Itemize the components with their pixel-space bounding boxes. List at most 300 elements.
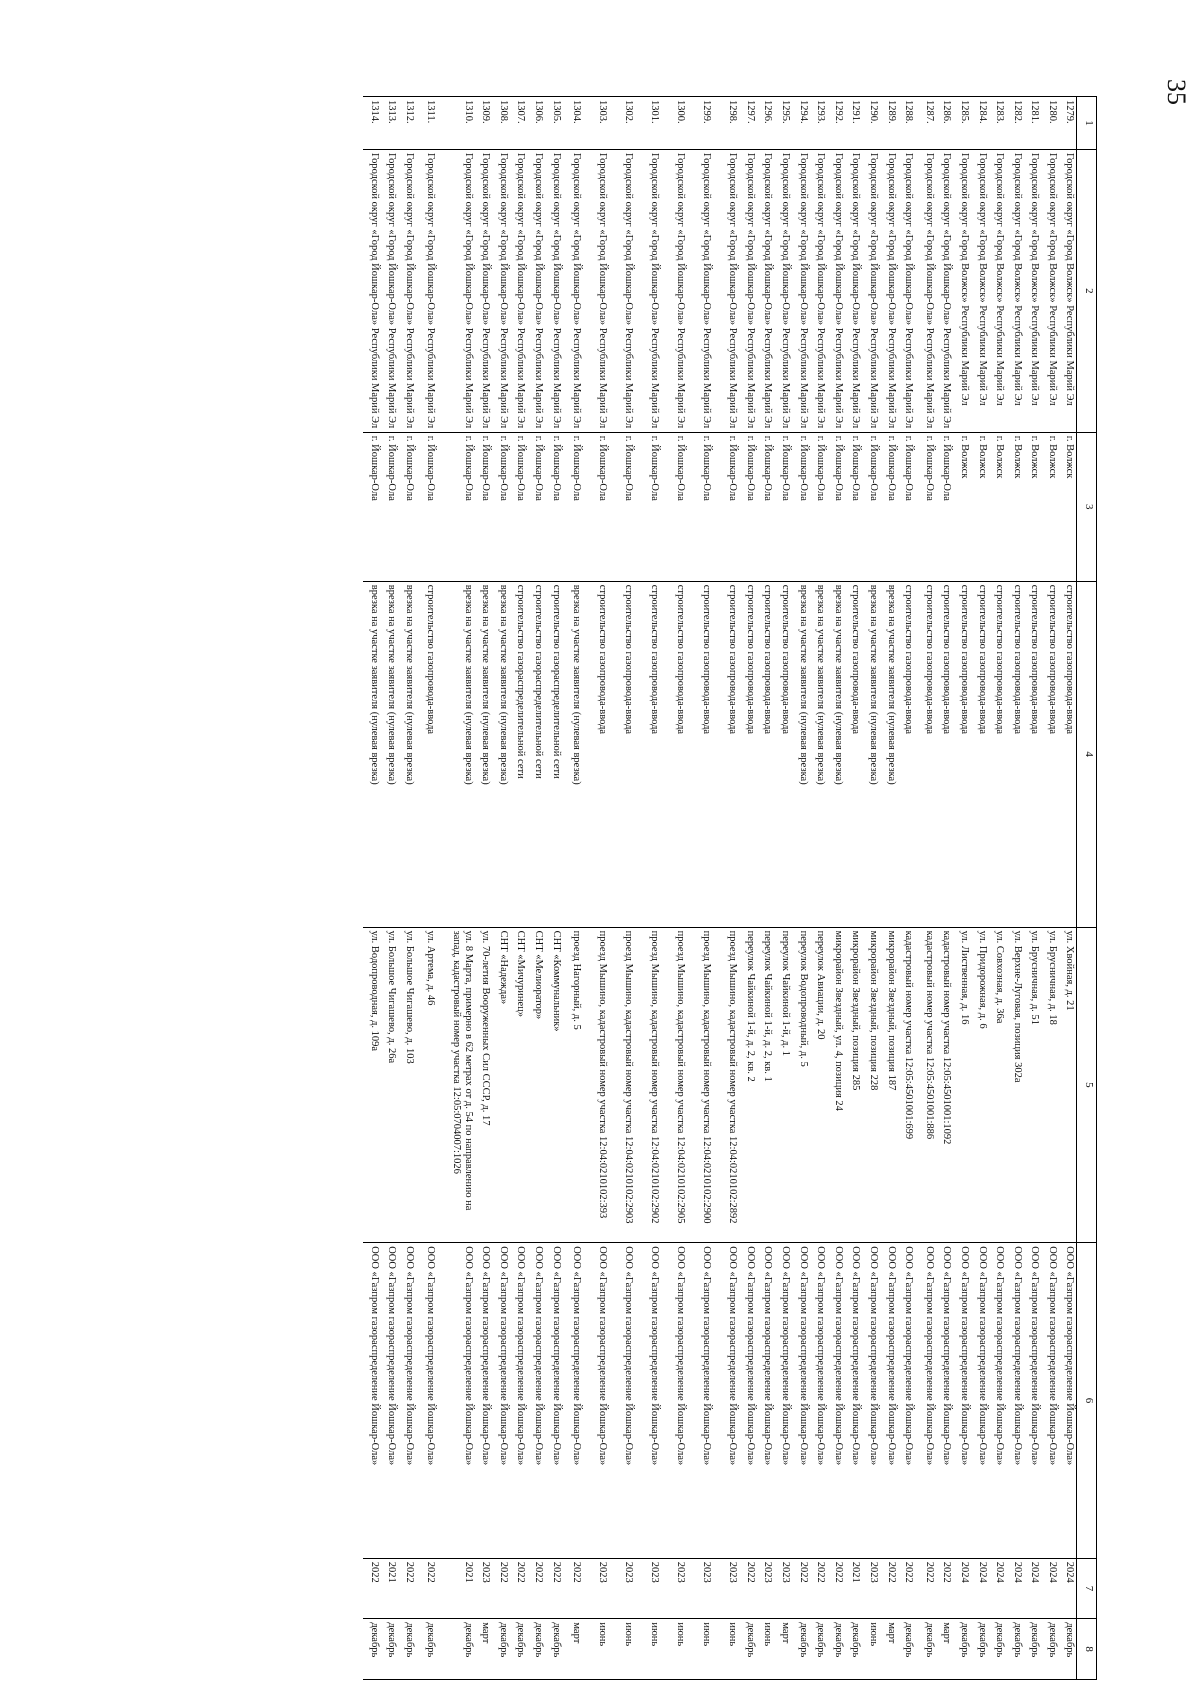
year-cell: 2022 <box>527 1558 545 1619</box>
month-cell: июнь <box>687 1619 713 1680</box>
row-number: 1311. <box>416 97 437 150</box>
municipality-cell: Городской округ «Город Йошкар-Ола» Республики Марий Эл <box>437 150 475 433</box>
settlement-cell: г. Йошкар-Ола <box>510 432 528 581</box>
settlement-cell: г. Йошкар-Ола <box>757 432 775 581</box>
address-cell: ул. Артема, д. 46 <box>416 927 437 1243</box>
organization-cell: ООО «Газпром газораспределение Йошкар-Ола» <box>936 1243 954 1559</box>
address-cell: проезд Мышино, кадастровый номер участка 12:04:0210102:2905 <box>661 927 687 1243</box>
month-cell: декабрь <box>398 1619 416 1680</box>
municipality-cell: Городской округ «Город Йошкар-Ола» Республики Марий Эл <box>880 150 898 433</box>
organization-cell: ООО «Газпром газораспределение Йошкар-Ола» <box>381 1243 399 1559</box>
year-cell: 2021 <box>381 1558 399 1619</box>
row-number: 1279. <box>1059 97 1077 150</box>
address-cell: ул. Совхозная, д. 36а <box>989 927 1007 1243</box>
table-row <box>527 97 545 1680</box>
table-row <box>563 97 584 1680</box>
work-type-cell: строительство газопровода-ввода <box>1041 581 1059 927</box>
organization-cell: ООО «Газпром газораспределение Йошкар-Ола» <box>971 1243 989 1559</box>
row-number: 1292. <box>827 97 845 150</box>
address-cell: переулок Чайкиной 1-й, д. 1 <box>774 927 792 1243</box>
year-cell: 2023 <box>635 1558 661 1619</box>
organization-cell: ООО «Газпром газораспределение Йошкар-Ола» <box>437 1243 475 1559</box>
work-type-cell: врезка на участке заявителя (нулевая врезка) <box>792 581 810 927</box>
municipality-cell: Городской округ «Город Волжск» Республики Марий Эл <box>1041 150 1059 433</box>
month-cell: декабрь <box>845 1619 863 1680</box>
row-number: 1298. <box>713 97 739 150</box>
work-type-cell: строительство газопровода-ввода <box>915 581 936 927</box>
month-cell: март <box>774 1619 792 1680</box>
year-cell: 2024 <box>989 1558 1007 1619</box>
month-cell: март <box>880 1619 898 1680</box>
organization-cell: ООО «Газпром газораспределение Йошкар-Ола» <box>416 1243 437 1559</box>
table-row <box>774 97 792 1680</box>
address-cell: микрорайон Звездный, позиция 228 <box>862 927 880 1243</box>
organization-cell: ООО «Газпром газораспределение Йошкар-Ола» <box>739 1243 757 1559</box>
organization-cell: ООО «Газпром газораспределение Йошкар-Ола» <box>862 1243 880 1559</box>
work-type-cell: строительство газопровода-ввода <box>739 581 757 927</box>
row-number: 1283. <box>989 97 1007 150</box>
organization-cell: ООО «Газпром газораспределение Йошкар-Ола» <box>609 1243 635 1559</box>
address-cell: ул. Брусничная, д. 51 <box>1024 927 1042 1243</box>
settlement-cell: г. Йошкар-Ола <box>898 432 916 581</box>
year-cell: 2023 <box>475 1558 493 1619</box>
organization-cell: ООО «Газпром газораспределение Йошкар-Ола» <box>475 1243 493 1559</box>
month-cell: март <box>936 1619 954 1680</box>
settlement-cell: г. Йошкар-Ола <box>563 432 584 581</box>
row-number: 1302. <box>609 97 635 150</box>
municipality-cell: Городской округ «Город Йошкар-Ола» Республики Марий Эл <box>416 150 437 433</box>
month-cell: декабрь <box>492 1619 510 1680</box>
month-cell: декабрь <box>971 1619 989 1680</box>
work-type-cell: строительство газопровода-ввода <box>1024 581 1042 927</box>
municipality-cell: Городской округ «Город Йошкар-Ола» Республики Марий Эл <box>915 150 936 433</box>
month-cell: декабрь <box>898 1619 916 1680</box>
municipality-cell: Городской округ «Город Йошкар-Ола» Республики Марий Эл <box>545 150 563 433</box>
organization-cell: ООО «Газпром газораспределение Йошкар-Ола» <box>363 1243 381 1559</box>
row-number: 1281. <box>1024 97 1042 150</box>
work-type-cell: врезка на участке заявителя (нулевая врезка) <box>381 581 399 927</box>
work-type-cell: строительство газопровода-ввода <box>416 581 437 927</box>
table-row <box>687 97 713 1680</box>
work-type-cell: врезка на участке заявителя (нулевая врезка) <box>827 581 845 927</box>
year-cell: 2022 <box>936 1558 954 1619</box>
row-number: 1286. <box>936 97 954 150</box>
address-cell: СНТ «Мелиоратор» <box>527 927 545 1243</box>
year-cell: 2022 <box>563 1558 584 1619</box>
municipality-cell: Городской округ «Город Йошкар-Ола» Республики Марий Эл <box>792 150 810 433</box>
municipality-cell: Городской округ «Город Йошкар-Ола» Республики Марий Эл <box>609 150 635 433</box>
column-header: 1 <box>1077 97 1097 150</box>
settlement-cell: г. Йошкар-Ола <box>713 432 739 581</box>
row-number: 1299. <box>687 97 713 150</box>
municipality-cell: Городской округ «Город Йошкар-Ола» Республики Марий Эл <box>475 150 493 433</box>
address-cell: переулок Водопроводный, д. 5 <box>792 927 810 1243</box>
organization-cell: ООО «Газпром газораспределение Йошкар-Ола» <box>527 1243 545 1559</box>
address-cell: микрорайон Звездный, позиция 285 <box>845 927 863 1243</box>
municipality-cell: Городской округ «Город Йошкар-Ола» Республики Марий Эл <box>563 150 584 433</box>
address-cell: переулок Чайкиной 1-й, д. 2, кв. 1 <box>757 927 775 1243</box>
work-type-cell: строительство газораспределительной сети <box>510 581 528 927</box>
table-header <box>1077 97 1097 1680</box>
year-cell: 2022 <box>510 1558 528 1619</box>
month-cell: декабрь <box>1006 1619 1024 1680</box>
address-cell: ул. Хвойная, д. 21 <box>1059 927 1077 1243</box>
organization-cell: ООО «Газпром газораспределение Йошкар-Ола» <box>583 1243 609 1559</box>
municipality-cell: Городской округ «Город Йошкар-Ола» Республики Марий Эл <box>774 150 792 433</box>
address-cell: кадастровый номер участка 12:05:4501001:886 <box>915 927 936 1243</box>
municipality-cell: Городской округ «Город Йошкар-Ола» Республики Марий Эл <box>398 150 416 433</box>
settlement-cell: г. Йошкар-Ола <box>827 432 845 581</box>
work-type-cell: врезка на участке заявителя (нулевая врезка) <box>363 581 381 927</box>
address-cell: проезд Мышино, кадастровый номер участка 12:04:0210102:2902 <box>635 927 661 1243</box>
table-row <box>1041 97 1059 1680</box>
work-type-cell: строительство газораспределительной сети <box>545 581 563 927</box>
year-cell: 2022 <box>880 1558 898 1619</box>
organization-cell: ООО «Газпром газораспределение Йошкар-Ола» <box>545 1243 563 1559</box>
row-number: 1282. <box>1006 97 1024 150</box>
month-cell: декабрь <box>1059 1619 1077 1680</box>
month-cell: декабрь <box>1041 1619 1059 1680</box>
settlement-cell: г. Йошкар-Ола <box>845 432 863 581</box>
settlement-cell: г. Йошкар-Ола <box>862 432 880 581</box>
settlement-cell: г. Йошкар-Ола <box>398 432 416 581</box>
year-cell: 2023 <box>583 1558 609 1619</box>
month-cell: декабрь <box>527 1619 545 1680</box>
year-cell: 2022 <box>792 1558 810 1619</box>
settlement-cell: г. Йошкар-Ола <box>381 432 399 581</box>
organization-cell: ООО «Газпром газораспределение Йошкар-Ола» <box>953 1243 971 1559</box>
municipality-cell: Городской округ «Город Йошкар-Ола» Республики Марий Эл <box>510 150 528 433</box>
month-cell: март <box>563 1619 584 1680</box>
table-row <box>1006 97 1024 1680</box>
column-header: 4 <box>1077 581 1097 927</box>
month-cell: июнь <box>713 1619 739 1680</box>
address-cell: микрорайон Звездный, позиция 187 <box>880 927 898 1243</box>
work-type-cell: строительство газопровода-ввода <box>1006 581 1024 927</box>
year-cell: 2024 <box>1041 1558 1059 1619</box>
row-number: 1289. <box>880 97 898 150</box>
organization-cell: ООО «Газпром газораспределение Йошкар-Ола» <box>563 1243 584 1559</box>
settlement-cell: г. Йошкар-Ола <box>739 432 757 581</box>
column-header: 6 <box>1077 1243 1097 1559</box>
municipality-cell: Городской округ «Город Йошкар-Ола» Республики Марий Эл <box>810 150 828 433</box>
work-type-cell: врезка на участке заявителя (нулевая врезка) <box>492 581 510 927</box>
table-row <box>792 97 810 1680</box>
month-cell: декабрь <box>416 1619 437 1680</box>
gas-connection-table <box>363 96 1097 1680</box>
year-cell: 2023 <box>661 1558 687 1619</box>
month-cell: декабрь <box>739 1619 757 1680</box>
municipality-cell: Городской округ «Город Волжск» Республики Марий Эл <box>953 150 971 433</box>
table-row <box>915 97 936 1680</box>
municipality-cell: Городской округ «Город Волжск» Республики Марий Эл <box>1024 150 1042 433</box>
table-row <box>510 97 528 1680</box>
month-cell: декабрь <box>810 1619 828 1680</box>
table-row <box>437 97 475 1680</box>
settlement-cell: г. Йошкар-Ола <box>810 432 828 581</box>
organization-cell: ООО «Газпром газораспределение Йошкар-Ола» <box>1059 1243 1077 1559</box>
column-header: 7 <box>1077 1558 1097 1619</box>
row-number: 1312. <box>398 97 416 150</box>
row-number: 1304. <box>563 97 584 150</box>
table-row <box>880 97 898 1680</box>
row-number: 1307. <box>510 97 528 150</box>
municipality-cell: Городской округ «Город Йошкар-Ола» Республики Марий Эл <box>757 150 775 433</box>
organization-cell: ООО «Газпром газораспределение Йошкар-Ола» <box>635 1243 661 1559</box>
work-type-cell: строительство газопровода-ввода <box>845 581 863 927</box>
month-cell: декабрь <box>381 1619 399 1680</box>
municipality-cell: Городской округ «Город Йошкар-Ола» Республики Марий Эл <box>739 150 757 433</box>
organization-cell: ООО «Газпром газораспределение Йошкар-Ола» <box>661 1243 687 1559</box>
municipality-cell: Городской округ «Город Йошкар-Ола» Республики Марий Эл <box>827 150 845 433</box>
organization-cell: ООО «Газпром газораспределение Йошкар-Ола» <box>792 1243 810 1559</box>
year-cell: 2022 <box>398 1558 416 1619</box>
year-cell: 2023 <box>687 1558 713 1619</box>
month-cell: июнь <box>609 1619 635 1680</box>
address-cell: ул. Верхне-Луговая, позиция 302а <box>1006 927 1024 1243</box>
table-row <box>1024 97 1042 1680</box>
address-cell: проезд Мышино, кадастровый номер участка 12:04:0210102:393 <box>583 927 609 1243</box>
row-number: 1300. <box>661 97 687 150</box>
address-cell: проезд Нагорный, д. 5 <box>563 927 584 1243</box>
address-cell: проезд Мышино, кадастровый номер участка 12:04:0210102:2892 <box>713 927 739 1243</box>
settlement-cell: г. Йошкар-Ола <box>635 432 661 581</box>
municipality-cell: Городской округ «Город Йошкар-Ола» Республики Марий Эл <box>713 150 739 433</box>
work-type-cell: строительство газопровода-ввода <box>936 581 954 927</box>
municipality-cell: Городской округ «Город Йошкар-Ола» Республики Марий Эл <box>661 150 687 433</box>
work-type-cell: строительство газопровода-ввода <box>635 581 661 927</box>
row-number: 1285. <box>953 97 971 150</box>
year-cell: 2022 <box>416 1558 437 1619</box>
settlement-cell: г. Волжск <box>1006 432 1024 581</box>
year-cell: 2024 <box>953 1558 971 1619</box>
table-row <box>827 97 845 1680</box>
address-cell: переулок Авиации, д. 20 <box>810 927 828 1243</box>
settlement-cell: г. Волжск <box>1041 432 1059 581</box>
table-row <box>739 97 757 1680</box>
settlement-cell: г. Волжск <box>953 432 971 581</box>
settlement-cell: г. Йошкар-Ола <box>545 432 563 581</box>
settlement-cell: г. Йошкар-Ола <box>915 432 936 581</box>
year-cell: 2022 <box>545 1558 563 1619</box>
page-number: 35 <box>1162 79 1191 105</box>
month-cell: июнь <box>757 1619 775 1680</box>
table-row <box>936 97 954 1680</box>
row-number: 1314. <box>363 97 381 150</box>
month-cell: декабрь <box>510 1619 528 1680</box>
municipality-cell: Городской округ «Город Йошкар-Ола» Республики Марий Эл <box>898 150 916 433</box>
row-number: 1288. <box>898 97 916 150</box>
rotated-table-sheet <box>207 96 1097 1680</box>
address-cell: СНТ «Надежда» <box>492 927 510 1243</box>
work-type-cell: строительство газопровода-ввода <box>953 581 971 927</box>
address-cell: ул. 8 Марта, примерно в 62 метрах от д. 54 по направлению на запад, кадастровый номер участка 12:05:0704007:1026 <box>437 927 475 1243</box>
address-cell: ул. Придорожная, д. 6 <box>971 927 989 1243</box>
year-cell: 2023 <box>609 1558 635 1619</box>
settlement-cell: г. Йошкар-Ола <box>687 432 713 581</box>
settlement-cell: г. Волжск <box>1024 432 1042 581</box>
settlement-cell: г. Волжск <box>1059 432 1077 581</box>
work-type-cell: врезка на участке заявителя (нулевая врезка) <box>563 581 584 927</box>
table-row <box>1059 97 1077 1680</box>
address-cell: микрорайон Звездный, ул. 4, позиция 24 <box>827 927 845 1243</box>
organization-cell: ООО «Газпром газораспределение Йошкар-Ола» <box>492 1243 510 1559</box>
table-row <box>713 97 739 1680</box>
row-number: 1310. <box>437 97 475 150</box>
row-number: 1284. <box>971 97 989 150</box>
settlement-cell: г. Йошкар-Ола <box>936 432 954 581</box>
settlement-cell: г. Йошкар-Ола <box>363 432 381 581</box>
row-number: 1295. <box>774 97 792 150</box>
year-cell: 2023 <box>757 1558 775 1619</box>
work-type-cell: строительство газопровода-ввода <box>898 581 916 927</box>
row-number: 1280. <box>1041 97 1059 150</box>
settlement-cell: г. Йошкар-Ола <box>880 432 898 581</box>
settlement-cell: г. Йошкар-Ола <box>792 432 810 581</box>
row-number: 1309. <box>475 97 493 150</box>
table-row <box>398 97 416 1680</box>
municipality-cell: Городской округ «Город Йошкар-Ола» Республики Марий Эл <box>687 150 713 433</box>
month-cell: декабрь <box>989 1619 1007 1680</box>
year-cell: 2022 <box>915 1558 936 1619</box>
year-cell: 2023 <box>862 1558 880 1619</box>
table-row <box>971 97 989 1680</box>
settlement-cell: г. Волжск <box>971 432 989 581</box>
table-row <box>363 97 381 1680</box>
municipality-cell: Городской округ «Город Йошкар-Ола» Республики Марий Эл <box>936 150 954 433</box>
table-row <box>845 97 863 1680</box>
work-type-cell: строительство газопровода-ввода <box>609 581 635 927</box>
month-cell: декабрь <box>915 1619 936 1680</box>
work-type-cell: врезка на участке заявителя (нулевая врезка) <box>437 581 475 927</box>
organization-cell: ООО «Газпром газораспределение Йошкар-Ола» <box>915 1243 936 1559</box>
work-type-cell: строительство газопровода-ввода <box>661 581 687 927</box>
municipality-cell: Городской округ «Город Йошкар-Ола» Республики Марий Эл <box>635 150 661 433</box>
municipality-cell: Городской округ «Город Волжск» Республики Марий Эл <box>989 150 1007 433</box>
work-type-cell: врезка на участке заявителя (нулевая врезка) <box>862 581 880 927</box>
table-row <box>492 97 510 1680</box>
year-cell: 2022 <box>898 1558 916 1619</box>
settlement-cell: г. Йошкар-Ола <box>475 432 493 581</box>
month-cell: декабрь <box>1024 1619 1042 1680</box>
month-cell: июнь <box>661 1619 687 1680</box>
work-type-cell: строительство газопровода-ввода <box>713 581 739 927</box>
row-number: 1305. <box>545 97 563 150</box>
work-type-cell: строительство газопровода-ввода <box>774 581 792 927</box>
table-row <box>989 97 1007 1680</box>
settlement-cell: г. Йошкар-Ола <box>492 432 510 581</box>
settlement-cell: г. Йошкар-Ола <box>609 432 635 581</box>
column-header: 5 <box>1077 927 1097 1243</box>
municipality-cell: Городской округ «Город Йошкар-Ола» Республики Марий Эл <box>845 150 863 433</box>
organization-cell: ООО «Газпром газораспределение Йошкар-Ола» <box>398 1243 416 1559</box>
organization-cell: ООО «Газпром газораспределение Йошкар-Ола» <box>1006 1243 1024 1559</box>
municipality-cell: Городской округ «Город Йошкар-Ола» Республики Марий Эл <box>381 150 399 433</box>
row-number: 1291. <box>845 97 863 150</box>
table-row <box>545 97 563 1680</box>
row-number: 1306. <box>527 97 545 150</box>
year-cell: 2022 <box>492 1558 510 1619</box>
municipality-cell: Городской округ «Город Йошкар-Ола» Республики Марий Эл <box>583 150 609 433</box>
year-cell: 2022 <box>827 1558 845 1619</box>
address-cell: переулок Чайкиной 1-й, д. 2, кв. 2 <box>739 927 757 1243</box>
municipality-cell: Городской округ «Город Йошкар-Ола» Республики Марий Эл <box>492 150 510 433</box>
settlement-cell: г. Йошкар-Ола <box>416 432 437 581</box>
municipality-cell: Городской округ «Город Волжск» Республики Марий Эл <box>1059 150 1077 433</box>
work-type-cell: врезка на участке заявителя (нулевая врезка) <box>475 581 493 927</box>
month-cell: декабрь <box>827 1619 845 1680</box>
organization-cell: ООО «Газпром газораспределение Йошкар-Ола» <box>1041 1243 1059 1559</box>
municipality-cell: Городской округ «Город Йошкар-Ола» Республики Марий Эл <box>862 150 880 433</box>
year-cell: 2024 <box>1006 1558 1024 1619</box>
month-cell: июнь <box>862 1619 880 1680</box>
address-cell: ул. 70-летия Вооруженных Сил СССР, д. 17 <box>475 927 493 1243</box>
work-type-cell: строительство газопровода-ввода <box>1059 581 1077 927</box>
row-number: 1303. <box>583 97 609 150</box>
row-number: 1290. <box>862 97 880 150</box>
organization-cell: ООО «Газпром газораспределение Йошкар-Ола» <box>880 1243 898 1559</box>
settlement-cell: г. Йошкар-Ола <box>661 432 687 581</box>
year-cell: 2022 <box>739 1558 757 1619</box>
month-cell: март <box>475 1619 493 1680</box>
year-cell: 2022 <box>810 1558 828 1619</box>
settlement-cell: г. Йошкар-Ола <box>583 432 609 581</box>
table-row <box>609 97 635 1680</box>
work-type-cell: строительство газопровода-ввода <box>971 581 989 927</box>
row-number: 1296. <box>757 97 775 150</box>
work-type-cell: врезка на участке заявителя (нулевая врезка) <box>810 581 828 927</box>
year-cell: 2021 <box>845 1558 863 1619</box>
header-row <box>1077 97 1097 1680</box>
address-cell: ул. Большое Чигашево, д. 26а <box>381 927 399 1243</box>
organization-cell: ООО «Газпром газораспределение Йошкар-Ола» <box>989 1243 1007 1559</box>
address-cell: СНТ «Мичуринец» <box>510 927 528 1243</box>
work-type-cell: строительство газопровода-ввода <box>757 581 775 927</box>
organization-cell: ООО «Газпром газораспределение Йошкар-Ола» <box>510 1243 528 1559</box>
table-row <box>661 97 687 1680</box>
settlement-cell: г. Волжск <box>989 432 1007 581</box>
row-number: 1313. <box>381 97 399 150</box>
address-cell: ул. Водопроводная, д. 109а <box>363 927 381 1243</box>
table-row <box>583 97 609 1680</box>
month-cell: декабрь <box>953 1619 971 1680</box>
month-cell: декабрь <box>363 1619 381 1680</box>
address-cell: ул. Большое Чигашево, д. 103 <box>398 927 416 1243</box>
work-type-cell: строительство газораспределительной сети <box>527 581 545 927</box>
address-cell: ул. Лиственная, д. 16 <box>953 927 971 1243</box>
column-header: 3 <box>1077 432 1097 581</box>
year-cell: 2023 <box>774 1558 792 1619</box>
address-cell: СНТ «Коммунальник» <box>545 927 563 1243</box>
work-type-cell: врезка на участке заявителя (нулевая врезка) <box>880 581 898 927</box>
column-header: 8 <box>1077 1619 1097 1680</box>
municipality-cell: Городской округ «Город Йошкар-Ола» Республики Марий Эл <box>363 150 381 433</box>
year-cell: 2022 <box>363 1558 381 1619</box>
table-row <box>953 97 971 1680</box>
year-cell: 2024 <box>1059 1558 1077 1619</box>
month-cell: июнь <box>635 1619 661 1680</box>
work-type-cell: строительство газопровода-ввода <box>989 581 1007 927</box>
organization-cell: ООО «Газпром газораспределение Йошкар-Ола» <box>810 1243 828 1559</box>
month-cell: декабрь <box>437 1619 475 1680</box>
address-cell: кадастровый номер участка 12:05:4501001:699 <box>898 927 916 1243</box>
table-row <box>757 97 775 1680</box>
municipality-cell: Городской округ «Город Йошкар-Ола» Республики Марий Эл <box>527 150 545 433</box>
year-cell: 2024 <box>971 1558 989 1619</box>
settlement-cell: г. Йошкар-Ола <box>774 432 792 581</box>
settlement-cell: г. Йошкар-Ола <box>527 432 545 581</box>
table-row <box>381 97 399 1680</box>
